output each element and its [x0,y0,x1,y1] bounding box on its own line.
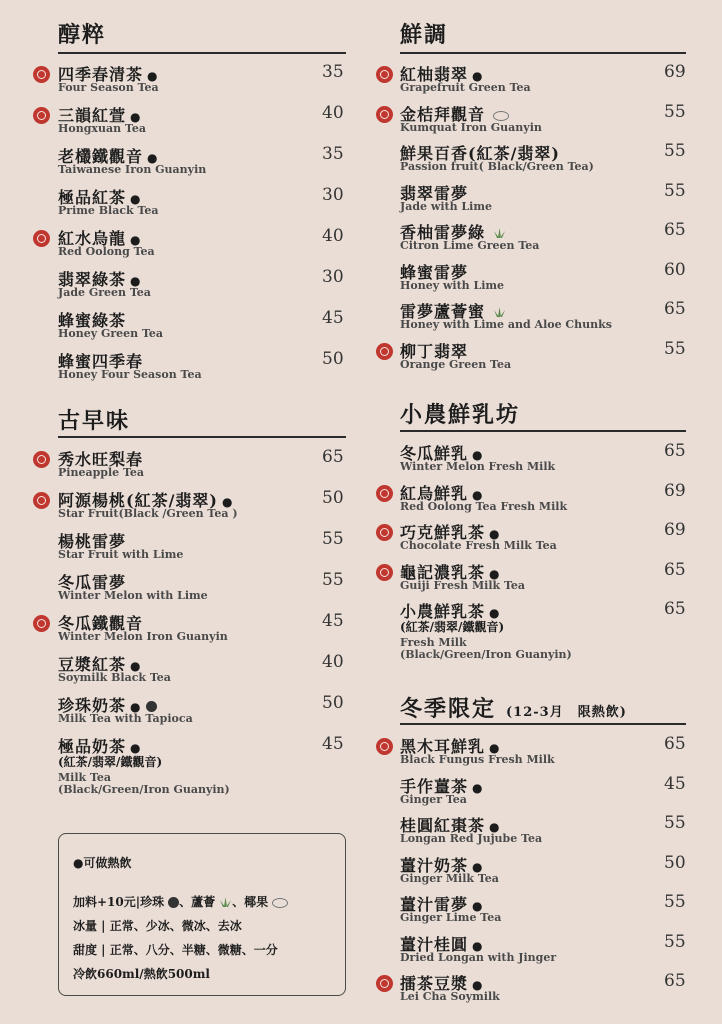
coconut-jelly-icon [272,898,288,908]
item-price: 30 [322,267,344,287]
tapioca-pearl-icon [168,897,179,908]
item-name: 蜂蜜四季春 [58,352,144,371]
item-name-en: Star Fruit(Black /Green Tea ) [58,507,238,520]
coconut-jelly-icon [493,111,509,121]
item-name: 冬瓜雷夢 [58,573,127,592]
item-name: 柳丁翡翠 [400,342,469,361]
hot-available-mark: ● [489,606,501,620]
item-price: 65 [664,734,686,754]
hot-available-mark: ● [130,700,142,714]
item-price: 35 [322,62,344,82]
item-name-en: Four Season Tea [58,81,159,94]
section-title-guzaowei: 古早味 [58,408,131,434]
item-price: 65 [664,971,686,991]
item-name-en: Lei Cha Soymilk [400,990,500,1003]
item-price: 69 [664,62,686,82]
menu-item [0,141,722,181]
brand-seal-icon [376,106,393,123]
aloe-leaf-icon [219,897,232,908]
menu-item [0,220,722,260]
item-name: 金桔拜觀音 [400,102,509,125]
item-name: 蜂蜜綠茶 [58,311,127,330]
item-price: 40 [322,652,344,672]
item-name: 薑汁奶茶 ● [400,856,484,875]
item-price: 45 [664,774,686,794]
note-volume: 冷飲660ml/熱飲500ml [73,967,210,981]
item-name-en: Ginger Milk Tea [400,872,499,885]
item-name-en: Ginger Tea [400,793,467,806]
item-name-en: Red Oolong Tea Fresh Milk [400,500,568,513]
item-name-en: Milk Tea with Tapioca [58,712,193,725]
item-option: (紅茶/翡翠/鐵觀音) [400,620,505,634]
item-name-en: Jade with Lime [400,200,492,213]
item-name: 手作薑茶 ● [400,777,484,796]
item-price: 45 [322,308,344,328]
item-price: 50 [322,693,344,713]
item-name-en: Star Fruit with Lime [58,548,184,561]
menu-item [0,693,722,733]
item-name: 蜂蜜雷夢 [400,263,469,282]
item-price: 55 [664,141,686,161]
item-name-en: Ginger Lime Tea [400,911,502,924]
item-price: 55 [664,339,686,359]
item-name-en: Honey with Lime [400,279,505,292]
item-name: 黑木耳鮮乳 ● [400,737,501,756]
item-name-en: Citron Lime Green Tea [400,239,540,252]
note-sugar: 甜度 | 正常、八分、半糖、微糖、一分 [73,943,278,957]
item-price: 69 [664,481,686,501]
item-name: 擂茶豆漿 ● [400,974,484,993]
hot-available-mark: ● [130,741,142,755]
item-name-en: Pineapple Tea [58,466,145,479]
item-name: 秀水旺梨春 [58,450,144,469]
brand-seal-icon [376,564,393,581]
item-name-en: Fresh Milk [400,636,467,649]
item-name: 龜記濃乳茶 ● [400,563,501,582]
item-name-en: Guiji Fresh Milk Tea [400,579,526,592]
item-name: 翡翠雷夢 [400,184,469,203]
item-price: 50 [322,349,344,369]
hot-available-mark: ● [130,274,142,288]
item-name-en: Honey Four Season Tea [58,368,202,381]
item-price: 65 [664,299,686,319]
hot-available-mark: ● [472,69,484,83]
section-rule [58,52,346,54]
item-name-en: Chocolate Fresh Milk Tea [400,539,557,552]
item-price: 55 [664,102,686,122]
item-name-en: Black Fungus Fresh Milk [400,753,555,766]
item-option: (紅茶/翡翠/鐵觀音) [58,755,163,769]
section-rule [400,430,686,432]
hot-available-mark: ● [130,192,142,206]
item-name: 珍珠奶茶 ● [58,693,157,716]
hot-available-mark: ● [472,448,484,462]
hot-available-mark: ● [489,820,501,834]
section-rule [400,52,686,54]
item-name: 極品奶茶 ● [58,737,142,756]
hot-available-mark: ● [472,860,484,874]
item-name: 豆漿紅茶 ● [58,655,142,674]
item-name: 雷夢蘆薈蜜 [400,299,506,322]
item-name-en: Grapefruit Green Tea [400,81,531,94]
item-name-en: Winter Melon Fresh Milk [400,460,556,473]
item-price: 30 [322,185,344,205]
item-name: 巧克鮮乳茶 ● [400,523,501,542]
item-price: 69 [664,520,686,540]
menu-item [0,774,722,814]
menu-item [0,560,722,600]
item-name: 四季春清茶 ● [58,65,159,84]
item-name-en: Milk Tea [58,771,112,784]
item-price: 55 [664,181,686,201]
aloe-leaf-icon [493,307,506,318]
note-ice: 冰量 | 正常、少冰、微冰、去冰 [73,919,242,933]
item-price: 65 [664,220,686,240]
item-price: 55 [664,892,686,912]
item-name-en: Soymilk Black Tea [58,671,171,684]
item-name-en: Kumquat Iron Guanyin [400,121,542,134]
item-name: 冬瓜鮮乳 ● [400,444,484,463]
menu-item [0,62,722,102]
brand-seal-icon [376,738,393,755]
item-price: 55 [664,813,686,833]
item-name-en: Hongxuan Tea [58,122,146,135]
hot-available-mark: ● [472,939,484,953]
item-name: 極品紅茶 ● [58,188,142,207]
item-name-en: Honey Green Tea [58,327,164,340]
hot-available-mark: ● [130,659,142,673]
aloe-leaf-icon [493,228,506,239]
item-name-en: Jade Green Tea [58,286,151,299]
hot-available-mark: ● [472,978,484,992]
hot-available-mark: ● [489,567,501,581]
item-name: 翡翠綠茶 ● [58,270,142,289]
hot-available-mark: ● [222,495,234,509]
hot-available-mark: ● [147,151,159,165]
item-price: 35 [322,144,344,164]
item-price: 45 [322,611,344,631]
menu-item [0,181,722,221]
section-rule [58,436,346,438]
item-name-en: Prime Black Tea [58,204,159,217]
section-title-dongji: 冬季限定 (12-3月 限熱飲) [400,696,627,722]
item-name: 阿源楊桃(紅茶/翡翠) ● [58,491,234,510]
hot-available-mark: ● [130,110,142,124]
menu-item [0,102,722,142]
item-price: 65 [664,599,686,619]
item-price: 65 [322,447,344,467]
hot-available-mark: ● [130,233,142,247]
menu-item [0,652,722,692]
menu-item [0,441,722,481]
item-name-en: Taiwanese Iron Guanyin [58,163,207,176]
item-price: 50 [664,853,686,873]
item-name: 鮮果百香(紅茶/翡翠) [400,144,560,163]
brand-seal-icon [376,343,393,360]
item-price: 45 [322,734,344,754]
item-price: 60 [664,260,686,280]
item-name-en: Winter Melon with Lime [58,589,208,602]
brand-seal-icon [376,524,393,541]
item-price: 40 [322,226,344,246]
hot-available-mark: ● [472,899,484,913]
item-name: 小農鮮乳茶 ● [400,602,501,621]
item-price: 55 [322,529,344,549]
section-title-xiaonong: 小農鮮乳坊 [400,402,521,428]
item-name: 老欉鐵觀音 ● [58,147,159,166]
item-name: 香柚雷夢綠 [400,220,506,243]
item-name-en-detail: (Black/Green/Iron Guanyin) [58,783,230,796]
item-name-en: Longan Red Jujube Tea [400,832,543,845]
item-name: 桂圓紅棗茶 ● [400,816,501,835]
item-price: 40 [322,103,344,123]
note-toppings: 加料+10元|珍珠 、蘆薈 、椰果 [73,893,288,910]
notes-box [58,833,346,996]
item-name-en: Honey with Lime and Aloe Chunks [400,318,612,331]
menu-item [0,520,722,560]
hot-available-mark: ● [489,741,501,755]
item-price: 50 [322,488,344,508]
tapioca-pearl-icon [146,701,157,712]
item-name-en: Dried Longan with Jinger [400,951,557,964]
item-name: 紅水烏龍 ● [58,229,142,248]
item-name-en-detail: (Black/Green/Iron Guanyin) [400,648,572,661]
item-name: 紅柚翡翠 ● [400,65,484,84]
hot-available-mark: ● [472,488,484,502]
item-name: 薑汁雷夢 ● [400,895,484,914]
item-name-en: Orange Green Tea [400,358,512,371]
item-name: 紅烏鮮乳 ● [400,484,484,503]
item-price: 55 [664,932,686,952]
item-price: 55 [322,570,344,590]
hot-available-mark: ● [472,781,484,795]
section-title-xiandiao: 鮮調 [400,22,449,48]
hot-available-mark: ● [489,527,501,541]
item-name: 三韻紅萱 ● [58,106,142,125]
section-title-chunzui: 醇粹 [58,22,107,48]
menu-item [0,481,722,521]
menu-item [0,599,722,661]
note-hot: ●可做熱飲 [73,856,132,870]
brand-seal-icon [376,66,393,83]
section-subtitle: (12-3月 限熱飲) [506,705,627,720]
item-price: 65 [664,441,686,461]
brand-seal-icon [376,485,393,502]
item-name: 薑汁桂圓 ● [400,935,484,954]
menu-item [0,339,722,379]
menu-item [0,299,722,339]
item-name-en: Red Oolong Tea [58,245,155,258]
item-name: 冬瓜鐵觀音 [58,614,144,633]
hot-available-mark: ● [147,69,159,83]
menu-item [0,734,722,774]
item-name-en: Winter Melon Iron Guanyin [58,630,228,643]
brand-seal-icon [376,975,393,992]
item-name-en: Passion fruit( Black/Green Tea) [400,160,594,173]
item-price: 65 [664,560,686,580]
menu-item [0,260,722,300]
item-name: 楊桃雷夢 [58,532,127,551]
